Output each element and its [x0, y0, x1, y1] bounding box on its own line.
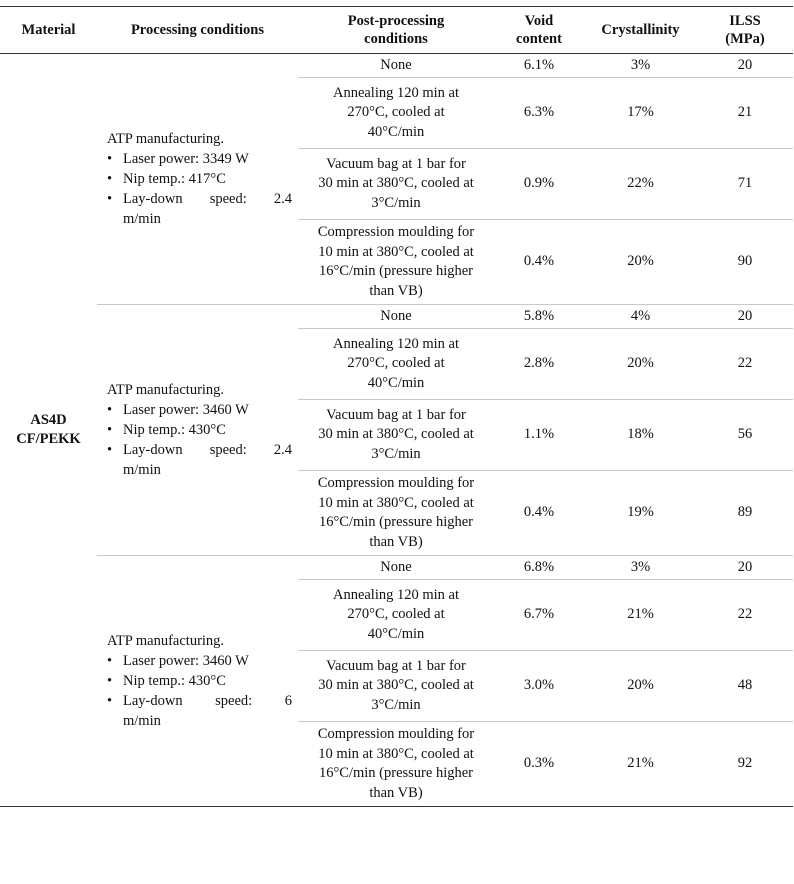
header-void-line1: Void	[524, 13, 554, 29]
header-processing: Processing conditions	[97, 7, 298, 54]
post-processing-line: Compression moulding for	[317, 475, 475, 491]
material-line2: CF/PEKK	[16, 431, 81, 447]
crystallinity-cell: 4%	[584, 305, 697, 329]
header-row	[0, 7, 793, 54]
post-processing-cell	[298, 471, 494, 556]
laydown-speed-item	[107, 691, 292, 731]
post-processing-line: Annealing 120 min at	[332, 335, 460, 352]
post-processing-line: 3°C/min	[371, 696, 421, 713]
laser-power-item: • Laser power: 3349 W	[107, 149, 292, 169]
nip-temp-item: • Nip temp.: 430°C	[107, 671, 292, 691]
table-header	[0, 7, 793, 54]
ilss-cell: 90	[697, 220, 793, 305]
post-processing-line: 30 min at 380°C, cooled at	[318, 677, 474, 694]
ilss-cell: 22	[697, 329, 793, 400]
header-ilss-line1: ILSS	[729, 13, 761, 29]
post-processing-line: 10 min at 380°C, cooled at	[318, 745, 474, 762]
processing-list	[107, 400, 292, 480]
header-ilss-line2: (MPa)	[725, 31, 765, 47]
ilss-cell: 71	[697, 149, 793, 220]
post-processing-line: than VB)	[369, 282, 423, 299]
table-row	[0, 556, 793, 580]
post-processing-line: 30 min at 380°C, cooled at	[318, 426, 474, 443]
post-processing-cell	[298, 78, 494, 149]
processing-intro: ATP manufacturing.	[107, 131, 225, 147]
post-processing-cell	[298, 580, 494, 651]
table-row	[0, 305, 793, 329]
post-processing-line: 40°C/min	[367, 374, 425, 391]
crystallinity-cell: 17%	[584, 78, 697, 149]
nip-temp-item: • Nip temp.: 430°C	[107, 420, 292, 440]
void-content-cell: 0.4%	[494, 220, 584, 305]
post-processing-line: Compression moulding for	[317, 224, 475, 240]
post-processing-line: 16°C/min (pressure higher	[319, 765, 473, 781]
processing-conditions-cell	[97, 556, 298, 807]
laydown-word: • Lay-down	[123, 693, 183, 709]
processing-list	[107, 149, 292, 229]
ilss-cell: 48	[697, 651, 793, 722]
crystallinity-cell: 20%	[584, 329, 697, 400]
crystallinity-cell: 21%	[584, 580, 697, 651]
post-processing-line: Vacuum bag at 1 bar for	[326, 657, 466, 674]
table-row	[0, 54, 793, 78]
post-processing-cell	[298, 54, 494, 78]
void-content-cell: 6.7%	[494, 580, 584, 651]
post-processing-line: 270°C, cooled at	[347, 104, 445, 121]
nip-temp-item: • Nip temp.: 417°C	[107, 169, 292, 189]
post-processing-line: Compression moulding for	[317, 726, 475, 742]
speed-unit: m/min	[123, 462, 161, 478]
speed-unit: m/min	[123, 713, 161, 729]
ilss-cell: 56	[697, 400, 793, 471]
post-processing-line: Vacuum bag at 1 bar for	[326, 155, 466, 172]
processing-list	[107, 651, 292, 731]
post-processing-cell	[298, 651, 494, 722]
header-void	[494, 7, 584, 54]
header-post-line1: Post-processing	[347, 13, 445, 29]
post-processing-line: 40°C/min	[367, 123, 425, 140]
ilss-cell: 20	[697, 54, 793, 78]
speed-word: speed:	[209, 442, 247, 458]
material-cell	[0, 54, 97, 807]
ilss-cell: 92	[697, 722, 793, 807]
post-processing-line: than VB)	[369, 533, 423, 550]
post-processing-line: Vacuum bag at 1 bar for	[326, 406, 466, 423]
post-processing-line: Annealing 120 min at	[332, 586, 460, 603]
void-content-cell: 0.3%	[494, 722, 584, 807]
post-processing-line: 3°C/min	[371, 194, 421, 211]
processing-conditions-cell	[97, 305, 298, 556]
header-material: Material	[0, 7, 97, 54]
post-processing-line: than VB)	[369, 784, 423, 801]
crystallinity-cell: 20%	[584, 651, 697, 722]
processing-intro: ATP manufacturing.	[107, 382, 225, 398]
speed-value: 2.4	[273, 442, 292, 458]
void-content-cell: 6.3%	[494, 78, 584, 149]
ilss-cell: 89	[697, 471, 793, 556]
laydown-word: • Lay-down	[123, 442, 183, 458]
crystallinity-cell: 18%	[584, 400, 697, 471]
void-content-cell: 2.8%	[494, 329, 584, 400]
void-content-cell: 6.8%	[494, 556, 584, 580]
post-processing-line: Annealing 120 min at	[332, 84, 460, 101]
processing-intro: ATP manufacturing.	[107, 633, 225, 649]
laser-power-item: • Laser power: 3460 W	[107, 400, 292, 420]
header-post-processing	[298, 7, 494, 54]
post-processing-line: 16°C/min (pressure higher	[319, 263, 473, 279]
results-table	[0, 6, 793, 807]
laydown-word: • Lay-down	[123, 191, 183, 207]
speed-value: 6	[284, 693, 292, 709]
post-processing-line: None	[380, 56, 412, 73]
void-content-cell: 5.8%	[494, 305, 584, 329]
processing-conditions-cell	[97, 54, 298, 305]
void-content-cell: 0.4%	[494, 471, 584, 556]
crystallinity-cell: 3%	[584, 556, 697, 580]
crystallinity-cell: 20%	[584, 220, 697, 305]
post-processing-cell	[298, 722, 494, 807]
crystallinity-cell: 3%	[584, 54, 697, 78]
material-line1: AS4D	[30, 412, 67, 428]
crystallinity-cell: 19%	[584, 471, 697, 556]
header-post-line2: conditions	[364, 31, 428, 47]
post-processing-line: None	[380, 558, 412, 575]
post-processing-line: 270°C, cooled at	[347, 606, 445, 623]
laydown-speed-item	[107, 440, 292, 480]
void-content-cell: 3.0%	[494, 651, 584, 722]
post-processing-line: 10 min at 380°C, cooled at	[318, 494, 474, 511]
post-processing-cell	[298, 556, 494, 580]
post-processing-cell	[298, 329, 494, 400]
post-processing-line: None	[380, 307, 412, 324]
post-processing-line: 40°C/min	[367, 625, 425, 642]
header-ilss	[697, 7, 793, 54]
speed-word: speed:	[209, 191, 247, 207]
ilss-cell: 20	[697, 305, 793, 329]
crystallinity-cell: 21%	[584, 722, 697, 807]
post-processing-cell	[298, 305, 494, 329]
void-content-cell: 6.1%	[494, 54, 584, 78]
speed-unit: m/min	[123, 211, 161, 227]
post-processing-cell	[298, 149, 494, 220]
post-processing-line: 16°C/min (pressure higher	[319, 514, 473, 530]
ilss-cell: 20	[697, 556, 793, 580]
header-void-line2: content	[516, 31, 562, 47]
post-processing-cell	[298, 400, 494, 471]
post-processing-line: 270°C, cooled at	[347, 355, 445, 372]
crystallinity-cell: 22%	[584, 149, 697, 220]
post-processing-line: 30 min at 380°C, cooled at	[318, 175, 474, 192]
header-crystallinity: Crystallinity	[584, 7, 697, 54]
void-content-cell: 0.9%	[494, 149, 584, 220]
speed-word: speed:	[215, 693, 253, 709]
void-content-cell: 1.1%	[494, 400, 584, 471]
laser-power-item: • Laser power: 3460 W	[107, 651, 292, 671]
ilss-cell: 21	[697, 78, 793, 149]
speed-value: 2.4	[273, 191, 292, 207]
laydown-speed-item	[107, 189, 292, 229]
post-processing-line: 10 min at 380°C, cooled at	[318, 243, 474, 260]
table-body	[0, 54, 793, 807]
post-processing-line: 3°C/min	[371, 445, 421, 462]
ilss-cell: 22	[697, 580, 793, 651]
post-processing-cell	[298, 220, 494, 305]
